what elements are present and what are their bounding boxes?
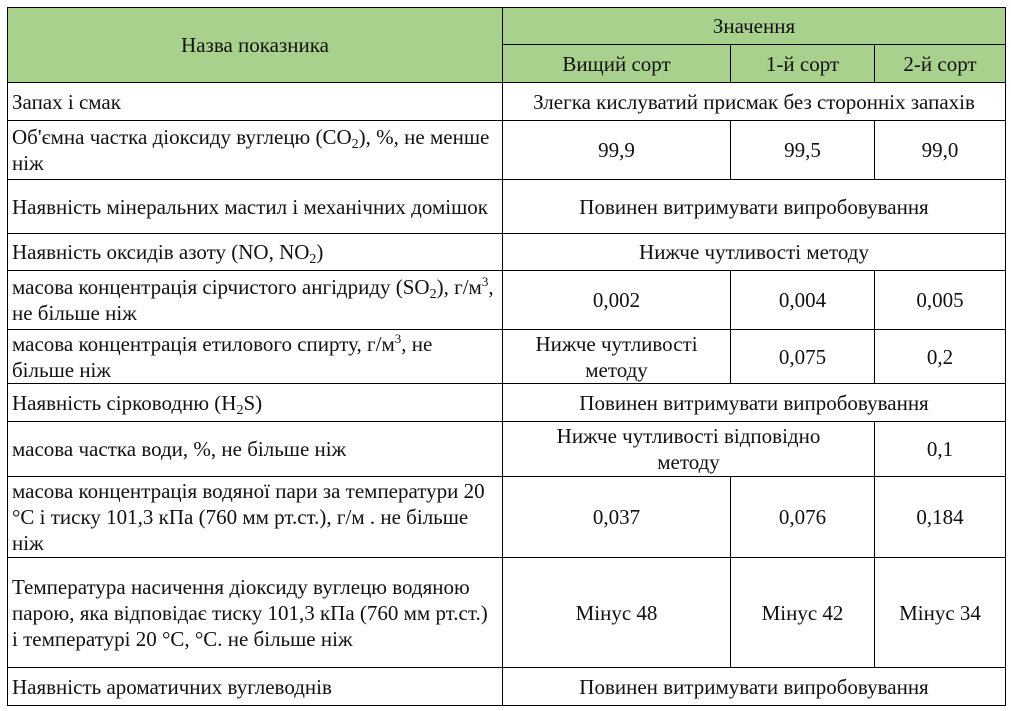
value-premium: Мінус 48 bbox=[503, 558, 731, 668]
table-row bbox=[8, 83, 1006, 121]
indicator-name: масова концентрація сірчистого ангідриду $(SO_2)$, $г/м^3$, не більше ніж bbox=[8, 271, 503, 330]
indicator-value-merged: Нижче чутливості методу bbox=[503, 234, 1006, 271]
indicator-name: Наявність ароматичних вуглеводнів bbox=[8, 668, 503, 706]
indicator-name: масова концентрація етилового спирту, $г/м^3$, не більше ніж bbox=[8, 330, 503, 384]
value-first: 0,076 bbox=[731, 477, 875, 558]
table-row bbox=[8, 477, 1006, 558]
indicator-name: масова концентрація водяної пари за температури 20 °С і тиску 101,3 кПа (760 мм рт.ст.), г/м . не більше ніж bbox=[8, 477, 503, 558]
table-row bbox=[8, 330, 1006, 384]
table-row bbox=[8, 121, 1006, 180]
indicator-name: Температура насичення діоксиду вуглецю водяною парою, яка відповідає тиску 101,3 кПа (760 мм рт.ст.) і температурі 20 °С, °С. не більше ніж bbox=[8, 558, 503, 668]
indicator-name: масова частка води, %, не більше ніж bbox=[8, 422, 503, 477]
table-row bbox=[8, 668, 1006, 706]
value-first: Мінус 42 bbox=[731, 558, 875, 668]
value-first: 99,5 bbox=[731, 121, 875, 180]
indicator-name: Наявність оксидів азоту (NO, $NO_2$) bbox=[8, 234, 503, 271]
value-second: 99,0 bbox=[875, 121, 1006, 180]
indicator-value-merged: Повинен витримувати випробовування bbox=[503, 180, 1006, 234]
indicator-value-merged: Повинен витримувати випробовування bbox=[503, 384, 1006, 422]
table-row bbox=[8, 558, 1006, 668]
value-premium: 99,9 bbox=[503, 121, 731, 180]
table-row bbox=[8, 422, 1006, 477]
table-row bbox=[8, 271, 1006, 330]
value-second: 0,184 bbox=[875, 477, 1006, 558]
header-grade-premium: Вищий сорт bbox=[503, 45, 731, 83]
value-second: 0,1 bbox=[875, 422, 1006, 477]
value-premium: 0,037 bbox=[503, 477, 731, 558]
indicator-name: Наявність мінеральних мастил і механічних домішок bbox=[8, 180, 503, 234]
table-row bbox=[8, 384, 1006, 422]
value-second: Мінус 34 bbox=[875, 558, 1006, 668]
table-row bbox=[8, 234, 1006, 271]
value-first: 0,004 bbox=[731, 271, 875, 330]
header-values-group: Значення bbox=[503, 8, 1006, 45]
indicator-name: Запах і смак bbox=[8, 83, 503, 121]
value-second: 0,2 bbox=[875, 330, 1006, 384]
table-row bbox=[8, 180, 1006, 234]
indicator-name: Об'ємна частка діоксиду вуглецю $(CO_2)$, %, не менше ніж bbox=[8, 121, 503, 180]
quality-indicators-table bbox=[7, 7, 1006, 706]
value-premium: 0,002 bbox=[503, 271, 731, 330]
value-first: 0,075 bbox=[731, 330, 875, 384]
header-indicator-name: Назва показника bbox=[8, 8, 503, 83]
indicator-name: Наявність сірководню $(H_2S)$ bbox=[8, 384, 503, 422]
value-second: 0,005 bbox=[875, 271, 1006, 330]
indicator-value-merged: Повинен витримувати випробовування bbox=[503, 668, 1006, 706]
indicator-value-merged: Злегка кислуватий присмак без сторонніх запахів bbox=[503, 83, 1006, 121]
indicator-value-merged: Нижче чутливості відповідно методу bbox=[503, 422, 875, 477]
header-grade-first: 1-й сорт bbox=[731, 45, 875, 83]
header-grade-second: 2-й сорт bbox=[875, 45, 1006, 83]
value-premium: Нижче чутливості методу bbox=[503, 330, 731, 384]
